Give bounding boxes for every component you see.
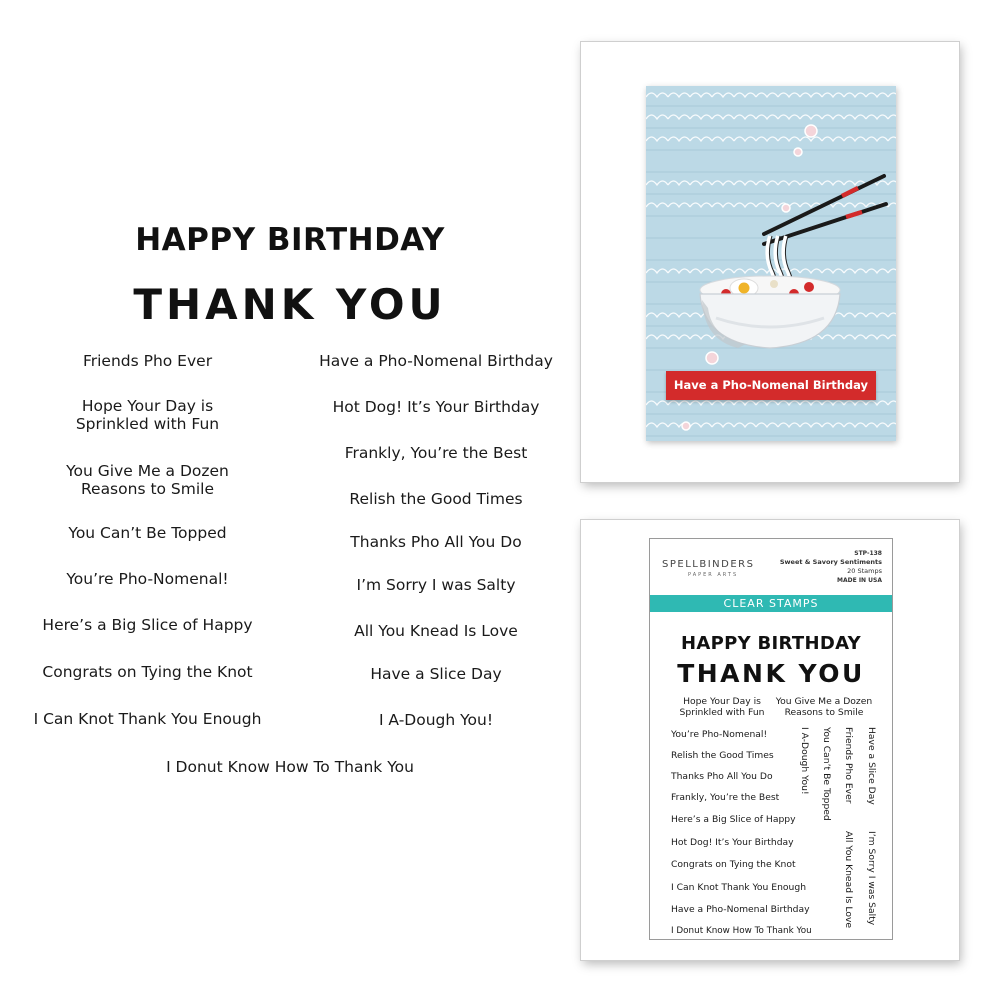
brand-logo: SPELLBINDERS bbox=[662, 559, 755, 570]
package-photo-frame bbox=[581, 520, 959, 960]
sentiment: Thanks Pho All You Do bbox=[350, 533, 522, 551]
pkg-sentiment: I Donut Know How To Thank You bbox=[671, 926, 812, 936]
pkg-sentiment-vertical: I’m Sorry I was Salty bbox=[866, 831, 877, 926]
sentiment: All You Knead Is Love bbox=[354, 622, 518, 640]
sentiment: Have a Pho-Nomenal Birthday bbox=[319, 352, 553, 370]
sentiment: You Can’t Be Topped bbox=[68, 524, 227, 542]
greeting-card bbox=[646, 86, 896, 441]
stamp-package bbox=[649, 538, 893, 940]
card-photo-frame bbox=[581, 42, 959, 482]
pkg-sentiment: Relish the Good Times bbox=[671, 750, 774, 761]
stamp-count: 20 Stamps bbox=[847, 567, 882, 575]
brand-subtitle: PAPER ARTS bbox=[688, 572, 739, 578]
product-sku: STP-138 bbox=[854, 550, 882, 557]
sentiment: Sprinkled with Fun bbox=[75, 415, 220, 433]
package-headline-happy-birthday: HAPPY BIRTHDAY bbox=[681, 633, 861, 654]
pkg-sentiment: Congrats on Tying the Knot bbox=[671, 859, 796, 870]
pkg-sentiment-vertical: I A-Dough You! bbox=[799, 727, 810, 795]
pkg-sentiment-vertical: You Can’t Be Topped bbox=[821, 727, 832, 821]
pkg-sentiment: Frankly, You’re the Best bbox=[671, 792, 780, 803]
headline-happy-birthday: HAPPY BIRTHDAY bbox=[135, 222, 445, 258]
sentiment: Hope Your Day is bbox=[81, 397, 214, 415]
made-in: MADE IN USA bbox=[837, 577, 882, 584]
sentiment: Congrats on Tying the Knot bbox=[42, 663, 253, 681]
sentiment: Reasons to Smile bbox=[80, 480, 215, 498]
product-name: Sweet & Savory Sentiments bbox=[779, 558, 882, 566]
sentiment: Hot Dog! It’s Your Birthday bbox=[332, 398, 540, 416]
sentiment: I A-Dough You! bbox=[378, 711, 494, 729]
sentiment: Friends Pho Ever bbox=[82, 352, 213, 370]
sentiment: I Can Knot Thank You Enough bbox=[33, 710, 262, 728]
pkg-sentiment: Hot Dog! It’s Your Birthday bbox=[671, 837, 794, 848]
sentiment: I Donut Know How To Thank You bbox=[166, 758, 414, 776]
sentiment: You’re Pho-Nomenal! bbox=[66, 570, 229, 588]
sentiment: Here’s a Big Slice of Happy bbox=[42, 616, 253, 634]
pkg-sentiment-vertical: Friends Pho Ever bbox=[843, 727, 854, 804]
pkg-sentiment: I Can Knot Thank You Enough bbox=[671, 882, 807, 893]
pkg-sentiment: Have a Pho-Nomenal Birthday bbox=[671, 904, 810, 915]
pkg-sentiment: Here’s a Big Slice of Happy bbox=[671, 814, 796, 825]
pkg-sentiment-vertical: Have a Slice Day bbox=[866, 727, 877, 805]
pkg-sentiment: Sprinkled with Fun bbox=[679, 707, 765, 718]
package-headline-thank-you: THANK YOU bbox=[677, 659, 865, 688]
card-banner-sentiment: Have a Pho-Nomenal Birthday bbox=[666, 371, 876, 400]
sentiment: Have a Slice Day bbox=[370, 665, 502, 683]
pkg-sentiment-vertical: All You Knead Is Love bbox=[843, 831, 854, 929]
pkg-sentiment: Reasons to Smile bbox=[784, 707, 864, 718]
pkg-sentiment: Hope Your Day is bbox=[683, 696, 761, 707]
sentiment: I’m Sorry I was Salty bbox=[356, 576, 516, 594]
pkg-sentiment: Thanks Pho All You Do bbox=[671, 771, 773, 782]
headline-thank-you: THANK YOU bbox=[133, 280, 447, 329]
pkg-sentiment: You Give Me a Dozen bbox=[775, 696, 873, 707]
sentiment: Frankly, You’re the Best bbox=[344, 444, 528, 462]
sentiment: You Give Me a Dozen bbox=[66, 462, 229, 480]
sentiment: Relish the Good Times bbox=[349, 490, 523, 508]
category-bar: CLEAR STAMPS bbox=[650, 595, 892, 612]
pkg-sentiment: You’re Pho-Nomenal! bbox=[671, 729, 768, 740]
